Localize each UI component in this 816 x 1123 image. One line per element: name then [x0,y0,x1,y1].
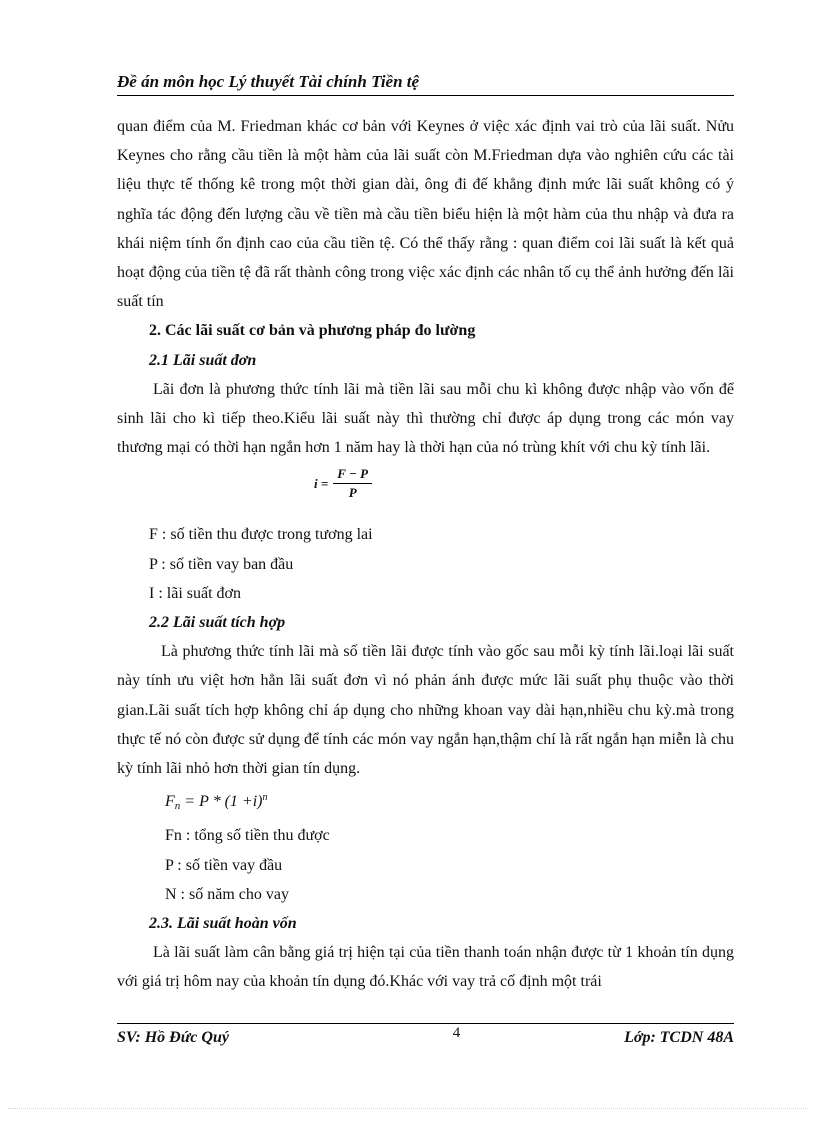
subsection-heading-2-3: 2.3. Lãi suất hoàn vốn [149,915,297,933]
definition-i: I : lãi suất đơn [149,584,241,602]
page-edge-divider [8,1108,808,1109]
subsection-heading-2-2: 2.2 Lãi suất tích hợp [149,614,286,632]
subsection-heading-2-1: 2.1 Lãi suất đơn [149,351,257,369]
definition-fn: Fn : tổng số tiền thu được [165,827,330,845]
definition-f: F : số tiền thu được trong tương lai [149,526,373,544]
formula2-rhs: = P * (1 +i) [180,793,263,811]
simple-interest-formula [117,462,734,520]
paragraph-simple-interest: Lãi đơn là phương thức tính lãi mà tiền lãi sau mỗi chu kì không được nhập vào vốn để sinh lãi cho kì tiếp theo.Kiểu lãi suất này thì thường chỉ được áp dụng trong các món vay thương mại có thời hạn ngắn hơn 1 năm hay là thời hạn của nó trùng khít với chu kỳ tính lãi. [117,380,734,457]
page-body [117,112,734,997]
formula-numerator: F − P [333,466,372,484]
definition-n: N : số năm cho vay [165,885,289,903]
page-number: 4 [452,1025,461,1041]
paragraph-yield-to-maturity: Là lãi suất làm cân bằng giá trị hiện tại của tiền thanh toán nhận được từ 1 khoản tín dụng với giá trị hôm nay của khoản tín dụng đó.Khác với vay trả cố định một trái [117,944,734,991]
formula-denominator: P [348,485,357,501]
compound-interest-formula [117,783,734,821]
definition-p2: P : số tiền vay đầu [165,856,283,874]
formula2-superscript: n [262,792,268,804]
page-footer [117,1023,734,1047]
footer-student: SV: Hồ Đức Quý [117,1029,229,1046]
paragraph-friedman: quan điểm của M. Friedman khác cơ bản với Keynes ở việc xác định vai trò của lãi suất. Nửu Keynes cho rằng cầu tiền là một hàm của lãi suất còn M.Friedman dựa vào nghiên cứu các tài liệu thực tế thống kê trong một thời gian dài, ông đi đế khẳng định mức lãi suất không có ý nghĩa tác động đến lượng cầu về tiền mà cầu tiền biểu hiện là một hàm của thu nhập và đưa ra khái niệm tính ổn định cao của cầu tiền tệ. Có thể thấy rằng : quan điểm coi lãi suất là kết quả hoạt động của tiền tệ đã rất thành công trong việc xác định các nhân tố cụ thể ảnh hưởng đến lãi suất tín [117,118,734,311]
page-header: Đề án môn học Lý thuyết Tài chính Tiền tệ [117,72,734,96]
section-heading-2: 2. Các lãi suất cơ bản và phương pháp đo lường [149,322,476,340]
definition-p: P : số tiền vay ban đầu [149,555,294,573]
paragraph-compound-interest: Là phương thức tính lãi mà số tiền lãi được tính vào gốc sau mỗi kỳ tính lãi.loại lãi suất này tính ưu việt hơn hẳn lãi suất đơn vì nó phản ánh được mức lãi suất phụ thuộc vào thời gian.Lãi suất tích hợp không chỉ áp dụng cho những khoan vay dài hạn,nhiều chu kỳ.mà trong thực tế nó còn được sử dụng để tính các món vay ngắn hạn,thậm chí là rất ngắn hạn miễn là chu kỳ tính lãi nhỏ hơn thời gian tín dụng. [117,643,734,778]
formula-lhs: i = [314,476,329,492]
footer-class: Lớp: TCDN 48A [624,1029,734,1046]
formula2-lhs: F [165,793,175,811]
formula2-subscript: n [174,800,181,813]
